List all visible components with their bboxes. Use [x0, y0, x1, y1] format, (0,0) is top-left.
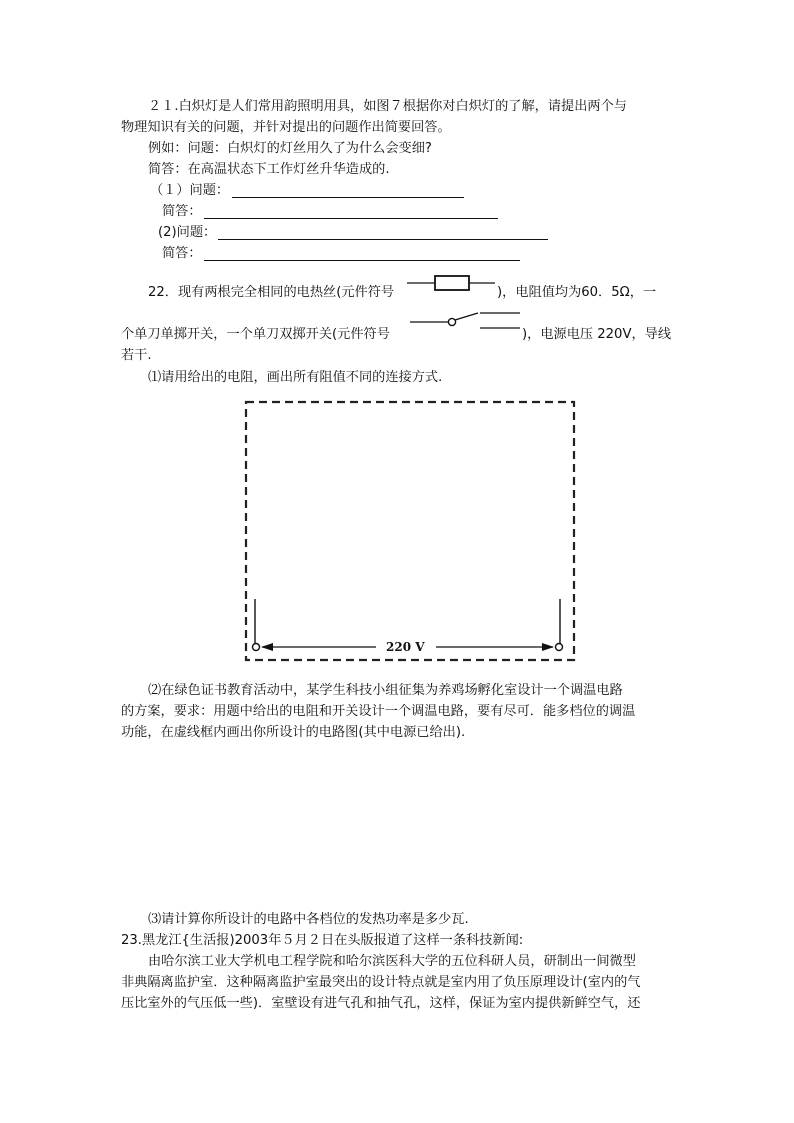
q21-line1: ２１.白炽灯是人们常用韵照明用具，如图７根据你对白炽灯的了解，请提出两个与	[148, 99, 627, 114]
q22-intro-part1: 22．现有两根完全相同的电热丝(元件符号	[148, 285, 395, 300]
q23-line2: 由哈尔滨工业大学机电工程学院和哈尔滨医科大学的五位科研人员，研制出一间微型	[148, 954, 636, 969]
circuit-drawing-box[interactable]	[240, 396, 582, 668]
q23-line1: 23.黑龙江{生活报)2003年５月２日在头版报道了这样一条科技新闻:	[121, 933, 524, 948]
q22-line3: 若干.	[121, 348, 152, 363]
q22-sub2-line2: 的方案，要求：用题中给出的电阻和开关设计一个调温电路，要有尽可．能多档位的调温	[121, 704, 636, 719]
q22-sub2-line1: ⑵在绿色证书教育活动中，某学生科技小组征集为养鸡场孵化室设计一个调温电路	[148, 683, 623, 698]
q21-line2: 物理知识有关的问题，并针对提出的问题作出简要回答。	[121, 120, 451, 135]
q22-sub2-line3: 功能，在虚线框内画出你所设计的电路图(其中电源已给出).	[121, 725, 466, 740]
q23-line3: 非典隔离监护室．这种隔离监护室最突出的设计特点就是室内用了负压原理设计(室内的气	[121, 975, 641, 990]
q21-question2-blank[interactable]	[218, 239, 548, 240]
q21-question1-label: （１）问题：	[150, 183, 230, 198]
q21-answer2-label: 简答：	[162, 246, 202, 261]
q22-line2-part2: )，电源电压 220V，导线	[522, 327, 672, 342]
double-throw-switch-symbol-icon	[410, 310, 522, 332]
q21-answer1-blank[interactable]	[204, 218, 498, 219]
resistor-symbol-icon	[407, 274, 497, 296]
q21-example-question: 例如：问题：白炽灯的灯丝用久了为什么会变细?	[148, 141, 432, 156]
q21-answer2-blank[interactable]	[204, 260, 520, 261]
q21-answer1-label: 简答：	[162, 204, 202, 219]
source-voltage-label: 220 V	[386, 640, 425, 654]
q22-intro-part2: )，电阻值均为60．5Ω，一	[497, 285, 657, 300]
q21-example-answer: 简答：在高温状态下工作灯丝升华造成的.	[148, 162, 390, 177]
q23-line4: 压比室外的气压低一些)．室壁设有进气孔和抽气孔，这样，保证为室内提供新鲜空气，还	[121, 996, 641, 1011]
q21-question1-blank[interactable]	[232, 197, 464, 198]
q22-line2-part1: 个单刀单掷开关，一个单刀双掷开关(元件符号	[121, 327, 390, 342]
q22-sub1: ⑴请用给出的电阻，画出所有阻值不同的连接方式.	[148, 370, 443, 385]
q22-sub3: ⑶请计算你所设计的电路中各档位的发热功率是多少瓦.	[148, 912, 469, 927]
q21-question2-label: (2)问题：	[158, 225, 217, 240]
